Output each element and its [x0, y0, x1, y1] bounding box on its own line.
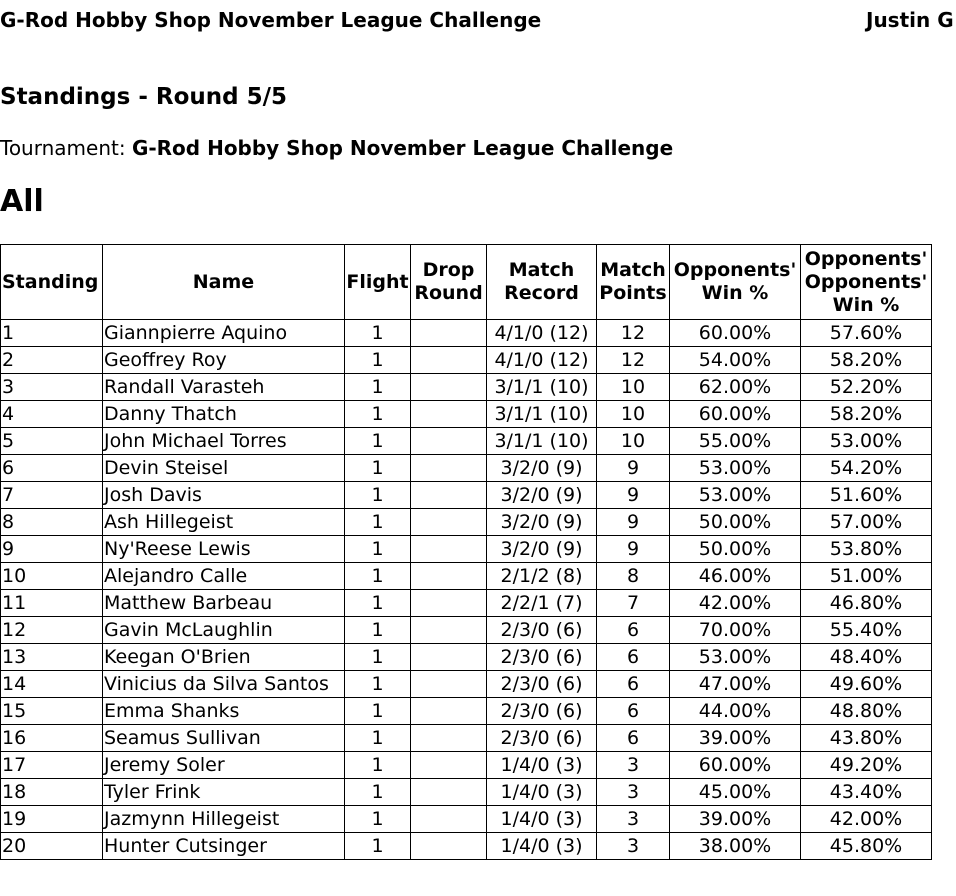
cell-flight: 1	[345, 752, 411, 779]
table-row	[1, 590, 932, 617]
cell-match-points: 3	[597, 752, 670, 779]
col-flight-label: Flight	[346, 270, 409, 293]
cell-opponents-opponents-win: 42.00%	[801, 806, 932, 833]
standings-table-head	[1, 245, 932, 320]
cell-match-record: 3/2/0 (9)	[487, 536, 597, 563]
cell-opponents-win: 44.00%	[670, 698, 801, 725]
table-row	[1, 482, 932, 509]
cell-standing: 13	[1, 644, 103, 671]
col-name-label: Name	[192, 270, 255, 293]
cell-player-name: Giannpierre Aquino	[103, 320, 345, 347]
cell-player-name: Gavin McLaughlin	[103, 617, 345, 644]
cell-match-points: 3	[597, 806, 670, 833]
col-drop-round-label-1: Drop	[422, 259, 475, 281]
cell-player-name: Matthew Barbeau	[103, 590, 345, 617]
cell-standing: 3	[1, 374, 103, 401]
cell-opponents-win: 53.00%	[670, 455, 801, 482]
col-name	[103, 245, 345, 320]
cell-standing: 15	[1, 698, 103, 725]
cell-opponents-opponents-win: 49.20%	[801, 752, 932, 779]
cell-match-record: 2/3/0 (6)	[487, 617, 597, 644]
cell-opponents-opponents-win: 58.20%	[801, 401, 932, 428]
col-drop-round	[411, 245, 487, 320]
cell-standing: 16	[1, 725, 103, 752]
cell-opponents-win: 53.00%	[670, 482, 801, 509]
cell-opponents-win: 53.00%	[670, 644, 801, 671]
cell-opponents-win: 42.00%	[670, 590, 801, 617]
cell-opponents-opponents-win: 48.40%	[801, 644, 932, 671]
col-drop-round-label-2: Round	[414, 282, 483, 304]
cell-match-points: 7	[597, 590, 670, 617]
cell-match-record: 1/4/0 (3)	[487, 779, 597, 806]
cell-flight: 1	[345, 563, 411, 590]
cell-player-name: Randall Varasteh	[103, 374, 345, 401]
cell-opponents-opponents-win: 51.60%	[801, 482, 932, 509]
col-opponents-opponents-win	[801, 245, 932, 320]
cell-player-name: Tyler Frink	[103, 779, 345, 806]
cell-player-name: Vinicius da Silva Santos	[103, 671, 345, 698]
table-row	[1, 347, 932, 374]
cell-opponents-opponents-win: 43.40%	[801, 779, 932, 806]
cell-drop-round	[411, 401, 487, 428]
col-opponents-win-label-2: Win %	[701, 282, 769, 304]
cell-match-record: 3/2/0 (9)	[487, 455, 597, 482]
cell-opponents-win: 38.00%	[670, 833, 801, 860]
cell-flight: 1	[345, 725, 411, 752]
cell-opponents-opponents-win: 48.80%	[801, 698, 932, 725]
table-row	[1, 563, 932, 590]
cell-player-name: Devin Steisel	[103, 455, 345, 482]
cell-standing: 4	[1, 401, 103, 428]
cell-match-points: 9	[597, 482, 670, 509]
table-row	[1, 455, 932, 482]
cell-opponents-opponents-win: 57.60%	[801, 320, 932, 347]
cell-opponents-opponents-win: 52.20%	[801, 374, 932, 401]
cell-flight: 1	[345, 698, 411, 725]
cell-standing: 5	[1, 428, 103, 455]
header-user-name[interactable]: Justin G	[866, 8, 954, 32]
cell-player-name: Danny Thatch	[103, 401, 345, 428]
cell-player-name: Hunter Cutsinger	[103, 833, 345, 860]
cell-opponents-win: 46.00%	[670, 563, 801, 590]
cell-flight: 1	[345, 590, 411, 617]
cell-player-name: Emma Shanks	[103, 698, 345, 725]
cell-player-name: Seamus Sullivan	[103, 725, 345, 752]
cell-player-name: Jeremy Soler	[103, 752, 345, 779]
cell-opponents-win: 62.00%	[670, 374, 801, 401]
cell-drop-round	[411, 752, 487, 779]
cell-standing: 7	[1, 482, 103, 509]
col-oppopp-win-label-1: Opponents'	[804, 247, 928, 270]
tournament-label: Tournament:	[0, 136, 132, 160]
cell-drop-round	[411, 725, 487, 752]
cell-match-points: 10	[597, 428, 670, 455]
cell-opponents-opponents-win: 51.00%	[801, 563, 932, 590]
cell-match-points: 10	[597, 374, 670, 401]
cell-player-name: Alejandro Calle	[103, 563, 345, 590]
cell-drop-round	[411, 482, 487, 509]
cell-flight: 1	[345, 806, 411, 833]
cell-flight: 1	[345, 482, 411, 509]
cell-opponents-opponents-win: 49.60%	[801, 671, 932, 698]
cell-opponents-opponents-win: 46.80%	[801, 590, 932, 617]
cell-standing: 18	[1, 779, 103, 806]
cell-standing: 11	[1, 590, 103, 617]
cell-match-points: 9	[597, 455, 670, 482]
cell-match-record: 3/2/0 (9)	[487, 482, 597, 509]
cell-match-record: 3/1/1 (10)	[487, 428, 597, 455]
cell-opponents-win: 50.00%	[670, 536, 801, 563]
cell-match-points: 3	[597, 833, 670, 860]
cell-match-points: 12	[597, 320, 670, 347]
table-row	[1, 806, 932, 833]
cell-standing: 6	[1, 455, 103, 482]
cell-flight: 1	[345, 374, 411, 401]
cell-player-name: Keegan O'Brien	[103, 644, 345, 671]
cell-standing: 12	[1, 617, 103, 644]
header-row	[1, 245, 932, 320]
standings-heading: Standings - Round 5/5	[0, 84, 288, 110]
cell-match-record: 2/3/0 (6)	[487, 644, 597, 671]
cell-match-record: 3/2/0 (9)	[487, 509, 597, 536]
cell-standing: 20	[1, 833, 103, 860]
cell-drop-round	[411, 590, 487, 617]
cell-opponents-win: 45.00%	[670, 779, 801, 806]
cell-opponents-win: 70.00%	[670, 617, 801, 644]
table-row	[1, 428, 932, 455]
cell-opponents-opponents-win: 55.40%	[801, 617, 932, 644]
cell-drop-round	[411, 779, 487, 806]
cell-match-record: 1/4/0 (3)	[487, 806, 597, 833]
cell-match-points: 6	[597, 671, 670, 698]
cell-flight: 1	[345, 779, 411, 806]
tournament-line	[0, 136, 673, 160]
cell-flight: 1	[345, 455, 411, 482]
col-flight	[345, 245, 411, 320]
cell-opponents-opponents-win: 43.80%	[801, 725, 932, 752]
cell-opponents-opponents-win: 53.00%	[801, 428, 932, 455]
cell-match-points: 6	[597, 725, 670, 752]
cell-match-record: 1/4/0 (3)	[487, 752, 597, 779]
standings-table-body	[1, 320, 932, 860]
cell-flight: 1	[345, 536, 411, 563]
cell-drop-round	[411, 644, 487, 671]
cell-drop-round	[411, 536, 487, 563]
cell-standing: 8	[1, 509, 103, 536]
cell-match-record: 2/3/0 (6)	[487, 698, 597, 725]
cell-player-name: Jazmynn Hillegeist	[103, 806, 345, 833]
cell-match-points: 6	[597, 644, 670, 671]
cell-opponents-opponents-win: 58.20%	[801, 347, 932, 374]
cell-opponents-win: 47.00%	[670, 671, 801, 698]
cell-flight: 1	[345, 320, 411, 347]
table-row	[1, 320, 932, 347]
table-row	[1, 698, 932, 725]
cell-drop-round	[411, 428, 487, 455]
cell-match-points: 9	[597, 536, 670, 563]
cell-match-points: 9	[597, 509, 670, 536]
cell-match-record: 2/1/2 (8)	[487, 563, 597, 590]
cell-player-name: Geoffrey Roy	[103, 347, 345, 374]
col-match-record-label-1: Match	[508, 259, 575, 281]
cell-flight: 1	[345, 347, 411, 374]
cell-drop-round	[411, 320, 487, 347]
group-heading: All	[0, 184, 44, 219]
cell-opponents-win: 39.00%	[670, 806, 801, 833]
cell-match-record: 3/1/1 (10)	[487, 401, 597, 428]
cell-opponents-opponents-win: 45.80%	[801, 833, 932, 860]
standings-table	[0, 244, 932, 860]
col-standing	[1, 245, 103, 320]
header-bar	[0, 8, 956, 36]
cell-drop-round	[411, 833, 487, 860]
cell-opponents-win: 60.00%	[670, 752, 801, 779]
cell-drop-round	[411, 374, 487, 401]
col-standing-label: Standing	[2, 270, 99, 293]
cell-opponents-win: 60.00%	[670, 401, 801, 428]
col-opponents-win-label-1: Opponents'	[673, 259, 797, 281]
cell-match-record: 4/1/0 (12)	[487, 320, 597, 347]
cell-match-record: 3/1/1 (10)	[487, 374, 597, 401]
table-row	[1, 671, 932, 698]
col-oppopp-win-label-2: Opponents'	[804, 270, 928, 293]
cell-match-record: 2/3/0 (6)	[487, 725, 597, 752]
cell-opponents-opponents-win: 53.80%	[801, 536, 932, 563]
cell-drop-round	[411, 563, 487, 590]
cell-standing: 19	[1, 806, 103, 833]
cell-match-points: 8	[597, 563, 670, 590]
col-match-points-label-2: Points	[599, 282, 667, 304]
table-row	[1, 401, 932, 428]
cell-flight: 1	[345, 617, 411, 644]
col-opponents-win	[670, 245, 801, 320]
cell-opponents-win: 54.00%	[670, 347, 801, 374]
cell-standing: 1	[1, 320, 103, 347]
cell-match-points: 12	[597, 347, 670, 374]
cell-opponents-win: 55.00%	[670, 428, 801, 455]
table-row	[1, 617, 932, 644]
cell-standing: 14	[1, 671, 103, 698]
cell-match-record: 1/4/0 (3)	[487, 833, 597, 860]
cell-flight: 1	[345, 401, 411, 428]
cell-match-record: 4/1/0 (12)	[487, 347, 597, 374]
cell-drop-round	[411, 347, 487, 374]
cell-match-points: 6	[597, 617, 670, 644]
table-row	[1, 536, 932, 563]
cell-player-name: Ny'Reese Lewis	[103, 536, 345, 563]
cell-flight: 1	[345, 644, 411, 671]
cell-player-name: Josh Davis	[103, 482, 345, 509]
cell-opponents-win: 60.00%	[670, 320, 801, 347]
col-match-record-label-2: Record	[504, 282, 579, 304]
cell-player-name: Ash Hillegeist	[103, 509, 345, 536]
table-row	[1, 374, 932, 401]
cell-opponents-opponents-win: 54.20%	[801, 455, 932, 482]
table-row	[1, 509, 932, 536]
cell-opponents-win: 39.00%	[670, 725, 801, 752]
cell-flight: 1	[345, 671, 411, 698]
cell-flight: 1	[345, 509, 411, 536]
cell-match-record: 2/3/0 (6)	[487, 671, 597, 698]
cell-flight: 1	[345, 428, 411, 455]
cell-match-points: 10	[597, 401, 670, 428]
col-match-points-label-1: Match	[600, 259, 666, 281]
cell-drop-round	[411, 617, 487, 644]
col-match-points	[597, 245, 670, 320]
cell-drop-round	[411, 698, 487, 725]
table-row	[1, 725, 932, 752]
cell-match-points: 6	[597, 698, 670, 725]
cell-standing: 9	[1, 536, 103, 563]
cell-standing: 10	[1, 563, 103, 590]
cell-drop-round	[411, 455, 487, 482]
cell-standing: 17	[1, 752, 103, 779]
table-row	[1, 752, 932, 779]
tournament-name: G-Rod Hobby Shop November League Challenge	[131, 136, 674, 160]
cell-flight: 1	[345, 833, 411, 860]
table-row	[1, 833, 932, 860]
cell-opponents-win: 50.00%	[670, 509, 801, 536]
cell-player-name: John Michael Torres	[103, 428, 345, 455]
cell-match-record: 2/2/1 (7)	[487, 590, 597, 617]
cell-match-points: 3	[597, 779, 670, 806]
table-row	[1, 779, 932, 806]
header-title: G-Rod Hobby Shop November League Challenge	[0, 8, 542, 32]
table-row	[1, 644, 932, 671]
cell-drop-round	[411, 671, 487, 698]
cell-standing: 2	[1, 347, 103, 374]
cell-drop-round	[411, 806, 487, 833]
col-oppopp-win-label-3: Win %	[832, 293, 900, 316]
col-match-record	[487, 245, 597, 320]
cell-opponents-opponents-win: 57.00%	[801, 509, 932, 536]
cell-drop-round	[411, 509, 487, 536]
